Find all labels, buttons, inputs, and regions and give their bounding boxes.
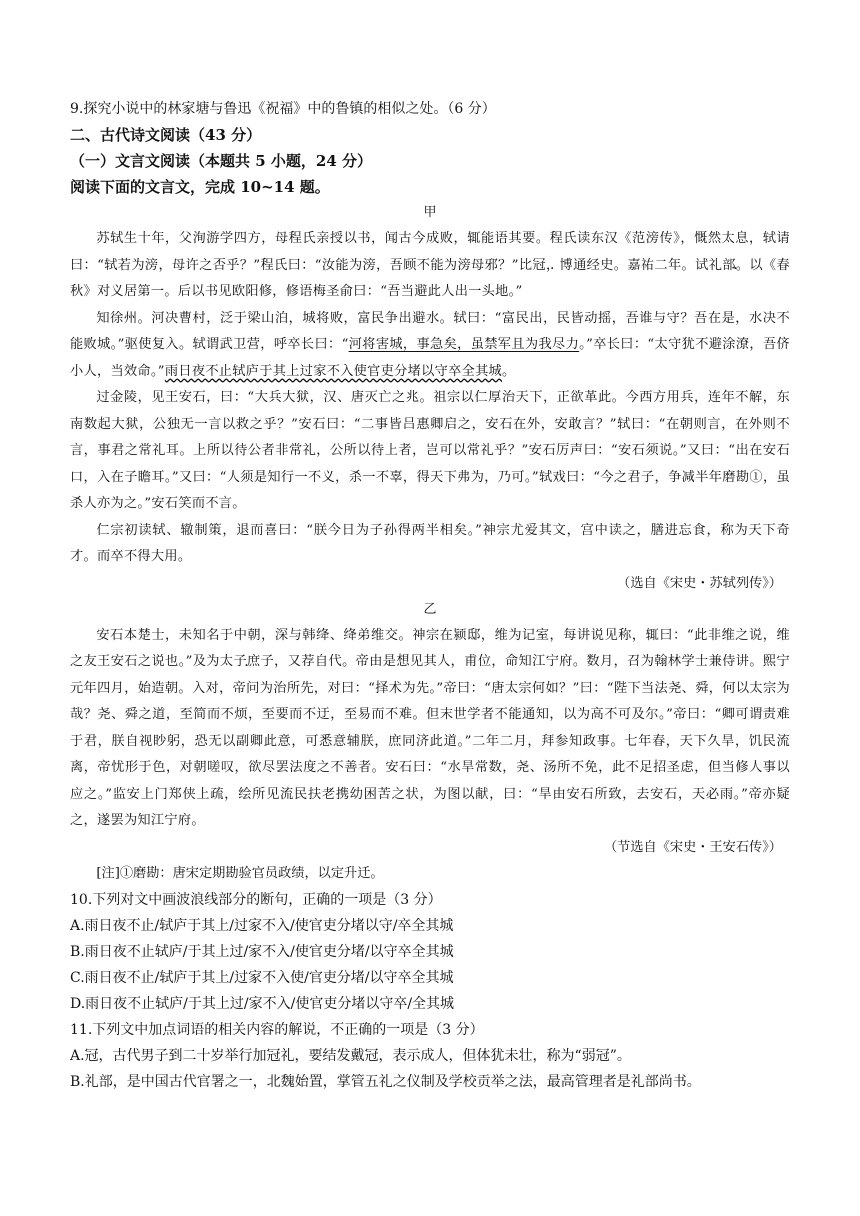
passage-yi-source: （节选自《宋史・王安石传》） <box>603 839 782 855</box>
option-10d: D.雨日夜不止轼庐/于其上过/家不入/使官吏分堵以守卒/全其城 <box>70 995 455 1012</box>
passage-yi-paragraph-1 <box>70 623 790 835</box>
option-11b: B.礼部，是中国古代官署之一，北魏始置，掌管五礼之仪制及学校贡举之法，最高管理者是礼部尚书。 <box>70 1073 701 1090</box>
passage-jia-title: 甲 <box>423 205 437 220</box>
text-run: 知徐州。河决曹村，泛于梁山泊，城将败，富民争出避水。轼曰：“富民出，民皆动摇，吾谁与守？吾在是，水决不能败城。”驱使复入。轼谓武卫营，呼卒长曰：“ <box>70 310 790 352</box>
text-run: 安石本楚士，未知名于中朝，深与韩绛、绛弟维交。神宗在颍邸，维为记室，每讲说见称，辄曰：“此非维之说，维之友王安石之说也。”及为 <box>70 627 790 669</box>
text-run: ，博通经史。嘉祐二年。试 <box>545 257 709 273</box>
footnote: [注]①磨勘：唐宋定期勘验官员政绩，以定升迁。 <box>96 865 384 881</box>
section-heading: 二、古代诗文阅读（43 分） <box>70 126 262 144</box>
subsection-heading: （一）文言文阅读（本题共 5 小题，24 分） <box>70 152 372 170</box>
text-run: 。 <box>502 363 516 379</box>
passage-jia-paragraph-3: 过金陵，见王安石，曰：“大兵大狱，汉、唐灭亡之兆。祖宗以仁厚治天下，正欲革此。今西方用兵，连年不解，东南数起大狱，公独无一言以救之乎？”安石曰：“二事皆吕惠卿启之，安石在外，安敢言？”轼曰：“在朝则言，在外则不言，事君之常礼耳。上所以待公者非常礼，公所以待上者，岂可以常礼乎？”安石厉声曰：“安石须说。”又曰：“出在安石口，入在子瞻耳。”又曰：“人须是知行一不义，杀一不辜，得天下弗为，乃可。”轼戏曰：“今之君子，争减半年磨勘①，虽杀人亦为之。”安石笑而不言。 <box>70 390 790 511</box>
dotted-word-taizi: 太子 <box>219 654 248 669</box>
option-11a: A.冠，古代男子到二十岁举行加冠礼，要结发戴冠，表示成人，但体犹未壮，称为“弱冠”。 <box>70 1047 631 1064</box>
passage-jia-source: （选自《宋史・苏轼列传》） <box>617 575 782 591</box>
text-run: 。以《春秋》对义居第一。后以书见欧阳修，修语梅圣俞曰：“吾当避此人出一头地。” <box>70 257 790 299</box>
reading-instruction: 阅读下面的文言文，完成 10~14 题。 <box>70 178 330 196</box>
wavy-underlined-sentence: 雨日夜不止轼庐于其上过家不入使官吏分堵以守卒全其城 <box>164 363 503 379</box>
exam-page <box>70 96 790 1095</box>
question-11: 11.下列文中加点词语的相关内容的解说，不正确的一项是（3 分） <box>70 1021 484 1038</box>
underlined-sentence: 河将害城，事急矣，虽禁军且为我尽力 <box>348 337 580 352</box>
question-9: 9.探究小说中的林家塘与鲁迅《祝福》中的鲁镇的相似之处。（6 分） <box>70 101 496 117</box>
dotted-word-libu: 礼部 <box>708 257 736 273</box>
text-run: 庶子，又荐自代。帝由是想见其人，甫位，命知江宁府。数月，召为翰林学士兼侍讲。熙宁元年四月，始造朝。入对，帝问为治所先，对曰：“择术为先。”帝曰：“唐太宗何如？”曰：“陛下当法尧、舜，何以太宗为哉？尧、舜之道，至简而不烦，至要而不迂，至易而不难。但末世学者不能通知，以为高不可及尔。”帝曰：“卿可谓责难于君，朕自视眇躬，恐无以副卿此意，可悉意辅朕，庶同济此道。”二年二月，拜参知政事。七年春，天下久旱，饥民流离，帝忧形于色，对朝嗟叹，欲尽罢法度之不善者。安石曰：“水旱常数，尧、汤所不免，此不足招圣虑，但当修人事以应之。”监安上门郑侠上疏，绘所见流民扶老携幼困苦之状，为图以献，曰：“旱由安石所致，去安石，天必雨。”帝亦疑之，遂罢为知江宁府。 <box>70 654 790 828</box>
text-run: 苏轼生十年，父洵游学四方，母程氏亲授以书，闻古今成败，辄能语其要。程氏读东汉《范滂传》，慨然太息，轼请曰：“轼若为滂，母许之否乎？”程氏曰：“汝能为滂，吾顾不能为滂母邪？”比 <box>70 231 790 273</box>
text-run: 。”卒长曰：“太守犹不避涂潦，吾侪小人，当效命。” <box>70 337 791 379</box>
passage-jia-paragraph-2 <box>70 306 790 386</box>
passage-jia-paragraph-4: 仁宗初读轼、辙制策，退而喜曰：“朕今日为子孙得两半相矣。”神宗尤爱其文，宫中读之，膳进忘食，称为天下奇才。而卒不得大用。 <box>70 522 790 564</box>
option-10b: B.雨日夜不止轼庐/于其上过/家不入/使官吏分堵/以守卒全其城 <box>70 943 454 960</box>
option-10c: C.雨日夜不止/轼庐于其上/过家不入使/官吏分堵/以守卒全其城 <box>70 969 454 986</box>
dotted-word-guan: 冠 <box>532 257 546 273</box>
passage-jia-paragraph-1 <box>70 226 790 306</box>
option-10a: A.雨日夜不止/轼庐于其上/过家不入/使官吏分堵以守/卒全其城 <box>70 917 454 934</box>
question-10: 10.下列对文中画波浪线部分的断句，正确的一项是（3 分） <box>70 891 442 908</box>
passage-yi-title: 乙 <box>423 601 437 617</box>
